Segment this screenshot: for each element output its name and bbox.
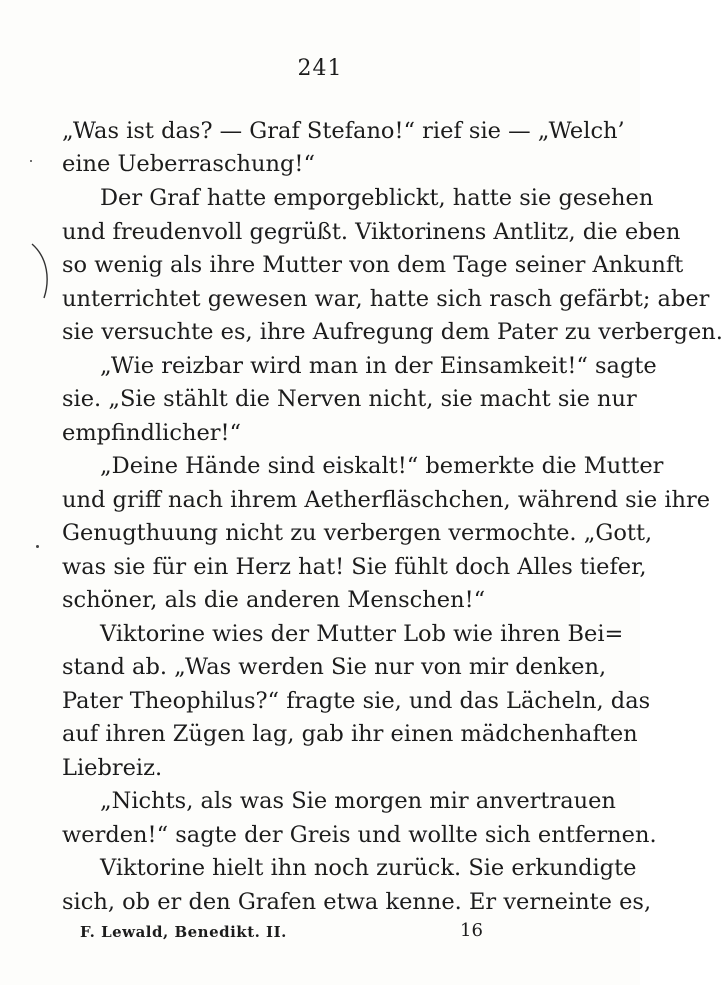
sheet-number: 16 bbox=[460, 920, 483, 941]
text-line: so wenig als ihre Mutter von dem Tage seiner Ankunft bbox=[62, 252, 684, 278]
text-line: schöner, als die anderen Menschen!“ bbox=[62, 587, 486, 613]
text-line: unterrichtet gewesen war, hatte sich rasch gefärbt; aber bbox=[62, 286, 710, 312]
text-line: „Was ist das? — Graf Stefano!“ rief sie — „Welch’ bbox=[62, 118, 625, 144]
text-line: sie. „Sie stählt die Nerven nicht, sie macht sie nur bbox=[62, 386, 637, 412]
page-number: 241 bbox=[297, 56, 343, 81]
text-line: Der Graf hatte emporgeblickt, hatte sie gesehen bbox=[100, 185, 654, 211]
text-line: eine Ueberraschung!“ bbox=[62, 151, 315, 177]
text-line: „Wie reizbar wird man in der Einsamkeit!“ sagte bbox=[100, 353, 657, 379]
text-line: stand ab. „Was werden Sie nur von mir denken, bbox=[62, 654, 607, 680]
text-line: Genugthuung nicht zu verbergen vermochte. „Gott, bbox=[62, 520, 653, 546]
text-line: auf ihren Zügen lag, gab ihr einen mädchenhaften bbox=[62, 721, 638, 747]
text-line: und freudenvoll gegrüßt. Viktorinens Antlitz, die eben bbox=[62, 219, 681, 245]
ink-speck bbox=[30, 160, 32, 162]
text-line: sie versuchte es, ihre Aufregung dem Pater zu verbergen. bbox=[62, 319, 723, 345]
text-line: werden!“ sagte der Greis und wollte sich entfernen. bbox=[62, 822, 657, 848]
text-line: Pater Theophilus?“ fragte sie, und das Lächeln, das bbox=[62, 688, 651, 714]
text-line: Liebreiz. bbox=[62, 755, 163, 781]
text-line: sich, ob er den Grafen etwa kenne. Er verneinte es, bbox=[62, 889, 652, 915]
text-line: „Deine Hände sind eiskalt!“ bemerkte die Mutter bbox=[100, 453, 664, 479]
text-line: „Nichts, als was Sie morgen mir anvertrauen bbox=[100, 788, 616, 814]
text-line: und griff nach ihrem Aetherfläschchen, während sie ihre bbox=[62, 487, 711, 513]
text-line: empfindlicher!“ bbox=[62, 420, 242, 446]
text-line: was sie für ein Herz hat! Sie fühlt doch Alles tiefer, bbox=[62, 554, 647, 580]
margin-pencil-mark bbox=[18, 240, 58, 300]
text-line: Viktorine hielt ihn noch zurück. Sie erkundigte bbox=[100, 855, 637, 881]
text-line: Viktorine wies der Mutter Lob wie ihren Bei= bbox=[100, 621, 624, 647]
printer-signature: F. Lewald, Benedikt. II. bbox=[80, 923, 287, 941]
ink-speck bbox=[36, 545, 39, 548]
